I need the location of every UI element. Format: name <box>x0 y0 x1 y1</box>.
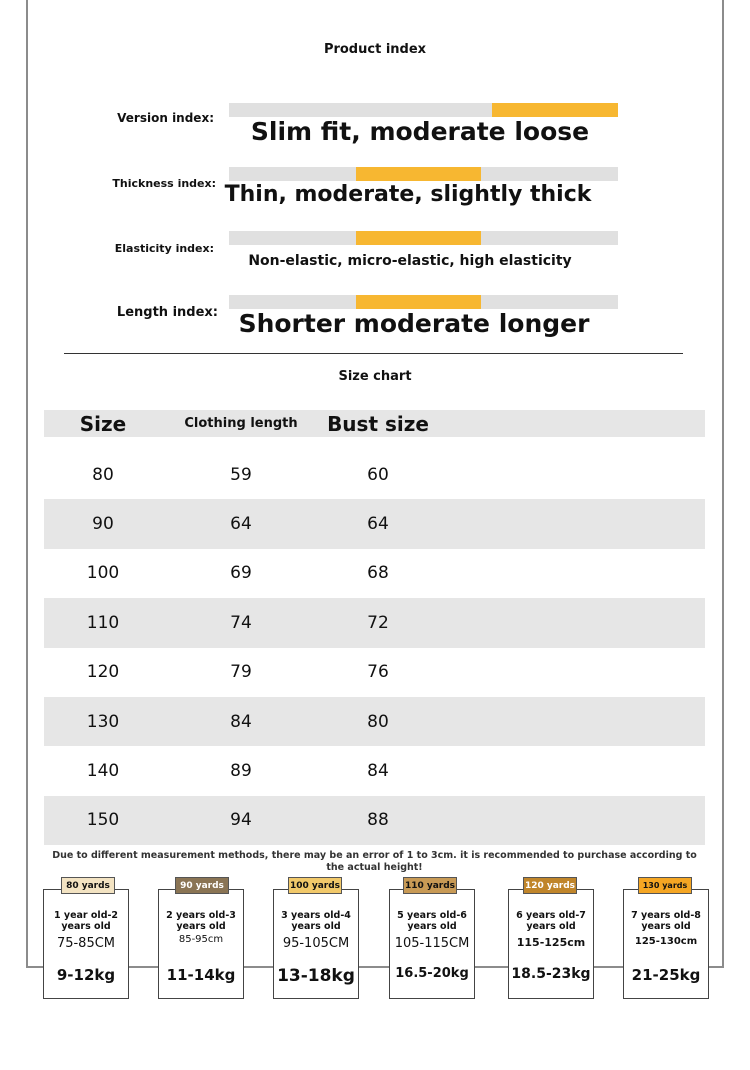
size-chart-title: Size chart <box>338 369 412 384</box>
size-card <box>508 889 594 999</box>
size-card <box>273 889 359 999</box>
cell-length: 94 <box>230 810 252 831</box>
table-row <box>44 648 705 697</box>
card-age: 1 year old-2 years old <box>53 910 119 932</box>
size-card <box>389 889 475 999</box>
cell-bust: 60 <box>367 464 389 485</box>
cell-size: 110 <box>86 612 120 633</box>
index-label: Length index: <box>116 305 218 320</box>
card-age: 5 years old-6 years old <box>397 910 467 932</box>
card-size-tag: 110 yards <box>403 877 457 894</box>
cell-size: 80 <box>92 464 114 485</box>
index-value: Slim fit, moderate loose <box>250 117 590 146</box>
card-height: 95-105CM <box>282 936 350 951</box>
measurement-note: Due to different measurement methods, there may be an error of 1 to 3cm. it is recommended to purchase according to the actual height! <box>52 850 697 873</box>
index-bar-fill <box>492 103 618 117</box>
header-clothing-length: Clothing length <box>184 416 298 431</box>
index-bar <box>229 231 618 245</box>
cell-bust: 84 <box>367 761 389 782</box>
size-card <box>623 889 709 999</box>
index-value: Shorter moderate longer <box>238 309 590 338</box>
card-age: 2 years old-3 years old <box>166 910 236 932</box>
cell-size: 140 <box>86 761 120 782</box>
index-bar <box>229 167 618 181</box>
index-value: Thin, moderate, slightly thick <box>224 182 592 207</box>
card-height: 105-115CM <box>394 936 470 951</box>
card-age: 6 years old-7 years old <box>516 910 586 932</box>
card-height: 75-85CM <box>56 936 116 951</box>
index-label: Thickness index: <box>112 177 216 190</box>
index-bar-fill <box>356 231 481 245</box>
size-card <box>43 889 129 999</box>
table-row <box>44 549 705 598</box>
section-divider <box>64 353 683 354</box>
cell-size: 120 <box>86 662 120 683</box>
index-bar <box>229 295 618 309</box>
size-card <box>158 889 244 999</box>
card-age: 3 years old-4 years old <box>281 910 351 932</box>
cell-bust: 72 <box>367 612 389 633</box>
header-bust-size: Bust size <box>327 411 429 436</box>
card-age: 7 years old-8 years old <box>631 910 701 932</box>
index-bar-fill <box>356 167 481 181</box>
table-row <box>44 450 705 499</box>
card-size-tag: 80 yards <box>61 877 115 894</box>
cell-bust: 80 <box>367 711 389 732</box>
card-size-tag: 120 yards <box>523 877 577 894</box>
cell-size: 90 <box>92 514 114 535</box>
index-bar <box>229 103 618 117</box>
size-table <box>44 410 705 845</box>
cell-bust: 68 <box>367 563 389 584</box>
product-index-title: Product index <box>323 42 427 57</box>
cell-bust: 76 <box>367 662 389 683</box>
cell-bust: 88 <box>367 810 389 831</box>
card-weight: 18.5-23kg <box>511 966 591 982</box>
table-header-row <box>44 410 705 437</box>
cell-length: 69 <box>230 563 252 584</box>
card-weight: 11-14kg <box>166 966 236 984</box>
index-label: Version index: <box>117 111 214 125</box>
card-size-tag: 100 yards <box>288 877 342 894</box>
index-value: Non-elastic, micro-elastic, high elasticity <box>248 253 572 269</box>
table-row <box>44 746 705 795</box>
header-size: Size <box>79 411 127 436</box>
card-size-tag: 90 yards <box>175 877 229 894</box>
card-weight: 13-18kg <box>277 966 355 986</box>
cell-length: 79 <box>230 662 252 683</box>
table-row <box>44 598 705 647</box>
table-row <box>44 499 705 548</box>
cell-bust: 64 <box>367 514 389 535</box>
card-weight: 21-25kg <box>631 966 701 984</box>
cell-size: 100 <box>86 563 120 584</box>
cell-length: 84 <box>230 711 252 732</box>
index-label: Elasticity index: <box>114 242 214 255</box>
cell-size: 150 <box>86 810 120 831</box>
table-row <box>44 796 705 845</box>
cell-size: 130 <box>86 711 120 732</box>
card-height: 85-95cm <box>178 934 224 945</box>
card-size-tag: 130 yards <box>638 877 692 894</box>
cell-length: 59 <box>230 464 252 485</box>
cell-length: 64 <box>230 514 252 535</box>
card-weight: 9-12kg <box>56 966 116 984</box>
card-height: 115-125cm <box>516 936 586 949</box>
cell-length: 74 <box>230 612 252 633</box>
table-row <box>44 697 705 746</box>
index-bar-fill <box>356 295 481 309</box>
card-height: 125-130cm <box>634 936 698 947</box>
card-weight: 16.5-20kg <box>395 966 469 981</box>
cell-length: 89 <box>230 761 252 782</box>
